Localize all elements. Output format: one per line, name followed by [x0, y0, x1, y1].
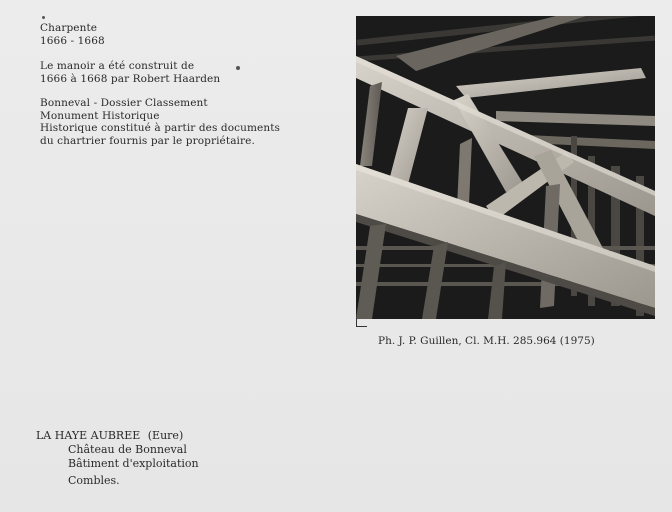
photo-caption: Ph. J. P. Guillen, Cl. M.H. 285.964 (1975) [378, 335, 595, 347]
ink-dot [42, 16, 45, 19]
subject-title: Charpente [40, 22, 98, 34]
dossier-block [40, 97, 280, 147]
location-block [36, 429, 199, 488]
commune-name: LA HAYE AUBREE [36, 429, 141, 442]
dossier-line: Monument Historique [40, 109, 160, 122]
department-name: (Eure) [147, 429, 184, 442]
timber-frame-illustration [356, 16, 655, 319]
subject-dates: 1666 - 1668 [40, 34, 105, 47]
photo-corner-mark [356, 318, 367, 327]
dossier-line: Historique constitué à partir des documents [40, 122, 281, 134]
building-part: Bâtiment d'exploitation [68, 457, 199, 470]
ink-dot [236, 66, 240, 70]
subject-block [40, 22, 105, 47]
dossier-line: Bonneval - Dossier Classement [40, 97, 208, 109]
roof-timber-photo [356, 16, 655, 319]
description-line: 1666 à 1668 par Robert Haarden [40, 72, 221, 85]
room-name: Combles. [68, 474, 120, 487]
description-block [40, 60, 220, 85]
description-line: Le manoir a été construit de [40, 60, 195, 72]
dossier-line: du chartrier fournis par le propriétaire. [40, 134, 255, 147]
building-name: Château de Bonneval [68, 443, 187, 456]
